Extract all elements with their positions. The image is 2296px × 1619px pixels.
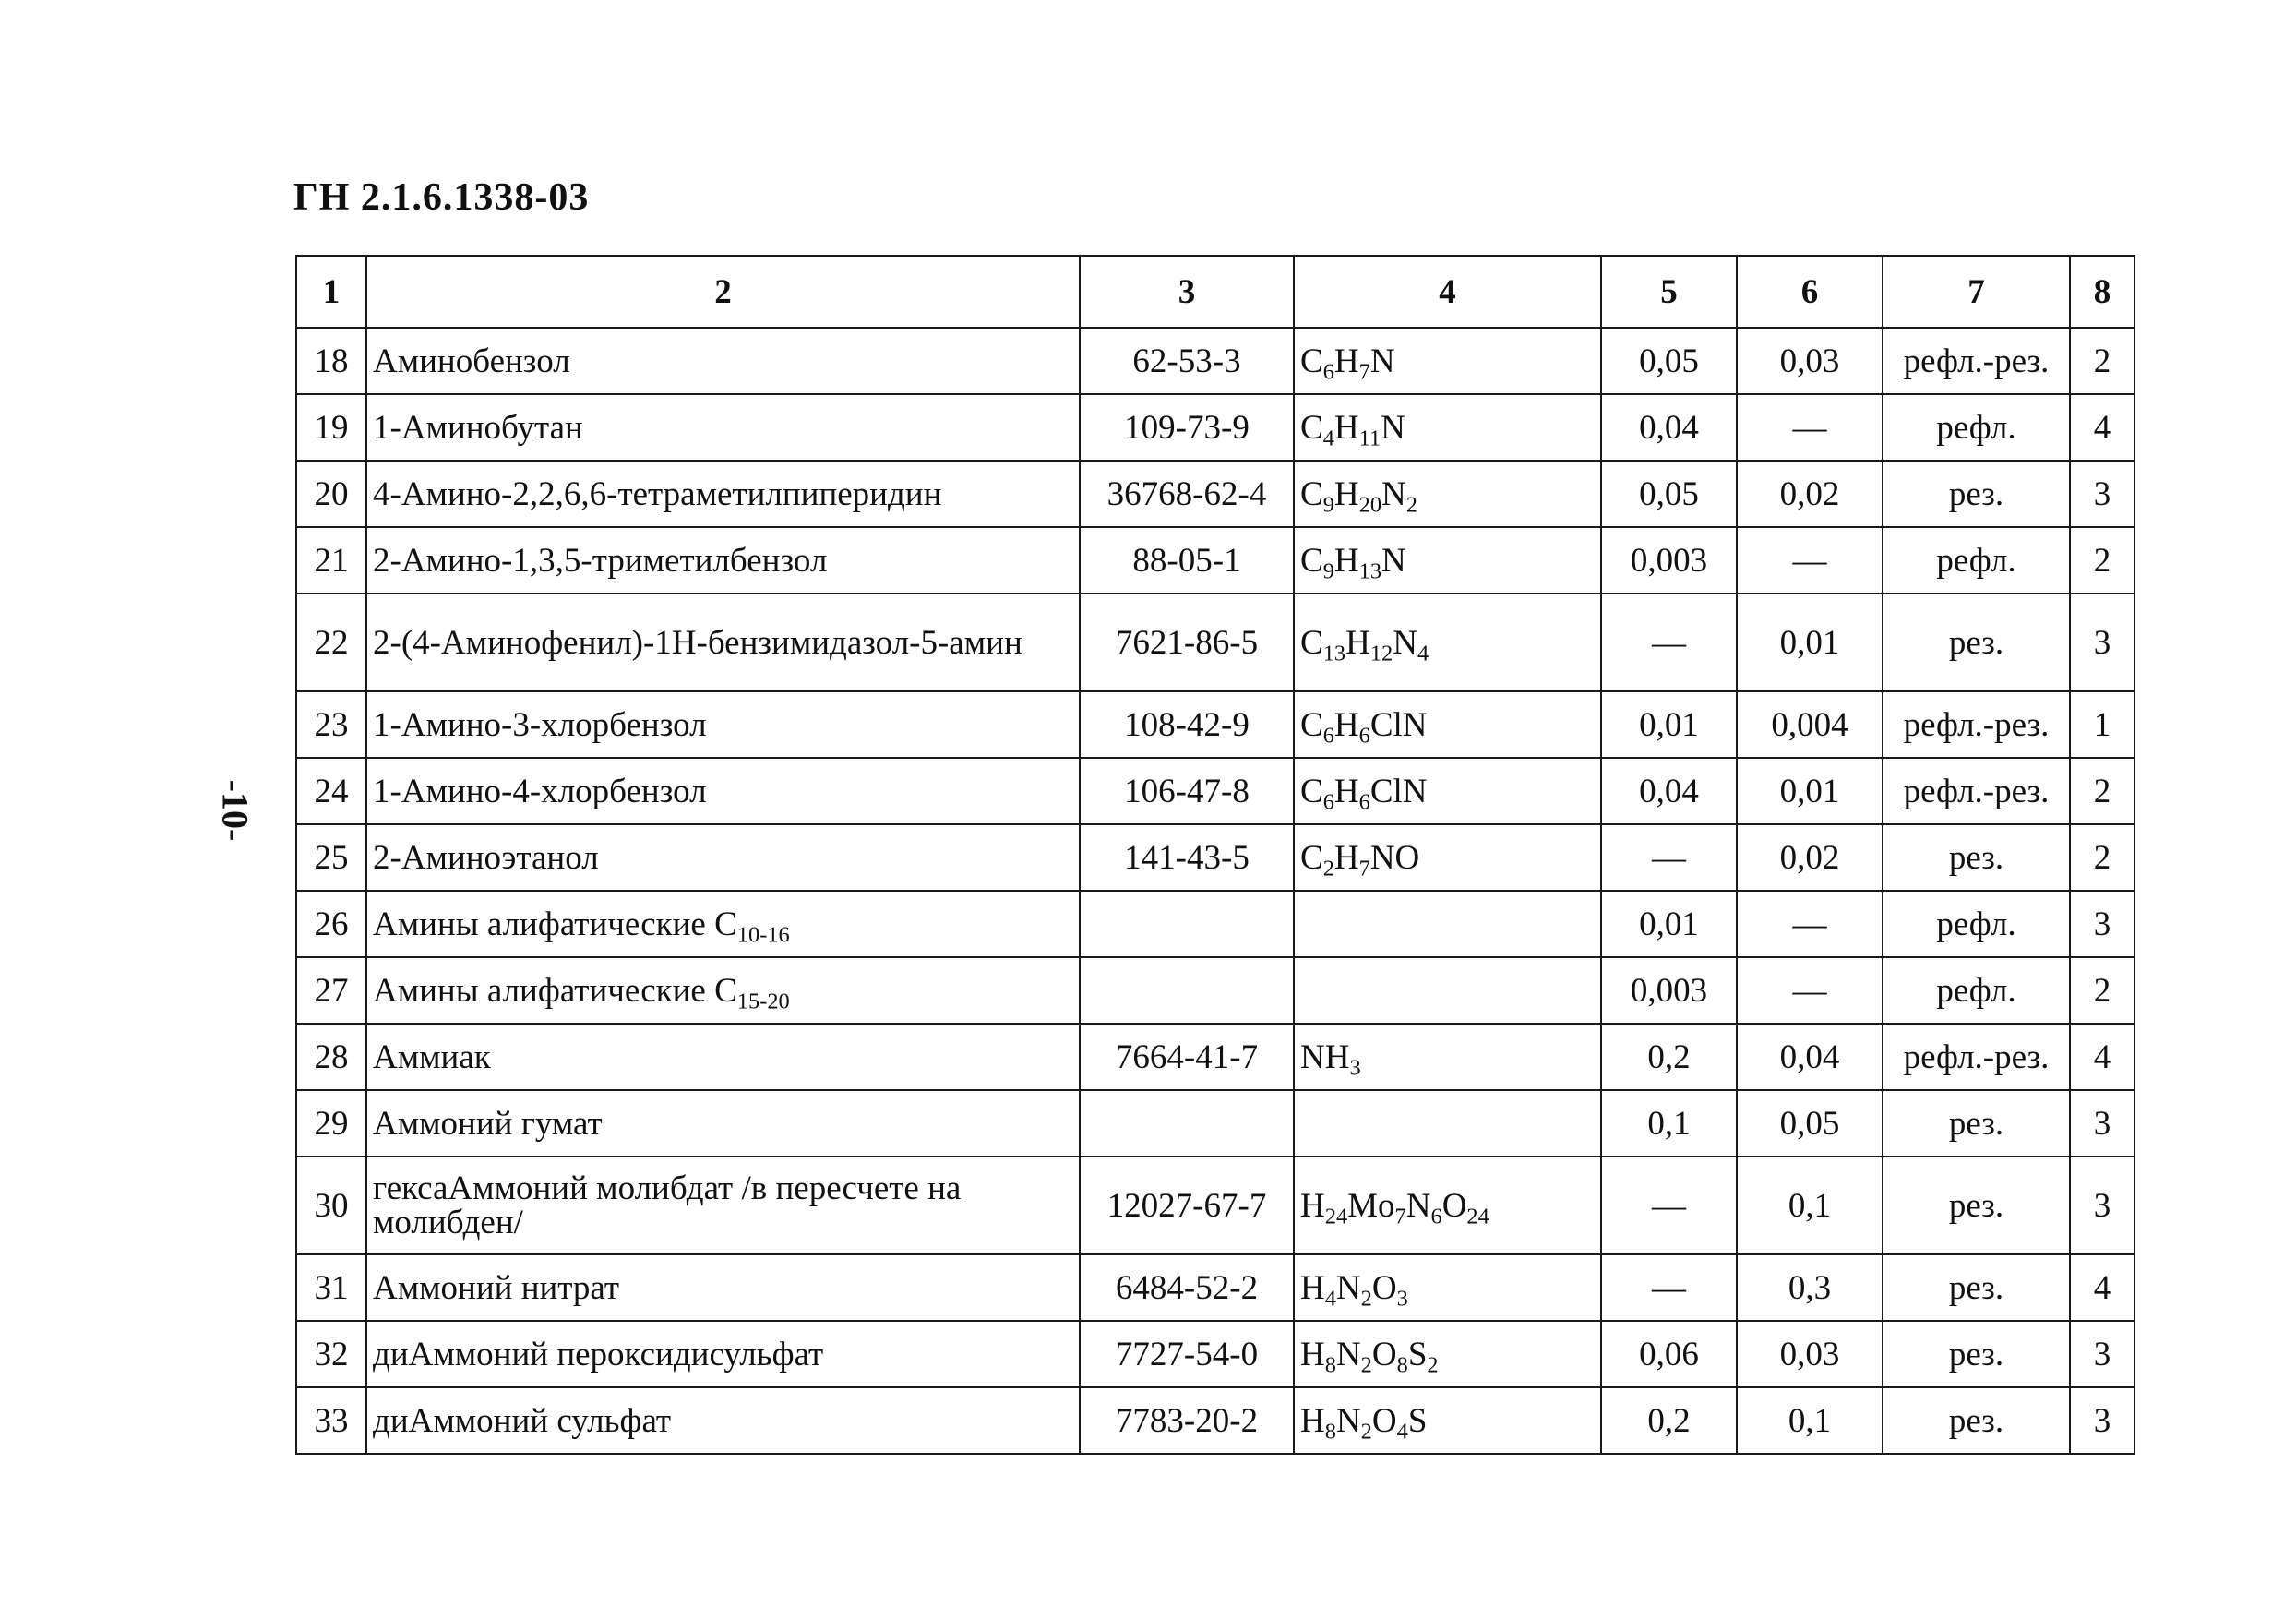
row-number: 32 bbox=[296, 1321, 366, 1387]
value-col6: 0,03 bbox=[1737, 328, 1883, 394]
value-col8: 3 bbox=[2070, 461, 2135, 527]
cas-number bbox=[1080, 891, 1294, 957]
value-col8: 3 bbox=[2070, 891, 2135, 957]
row-number: 33 bbox=[296, 1387, 366, 1454]
value-col5: — bbox=[1601, 1254, 1737, 1321]
value-col5: — bbox=[1601, 1157, 1737, 1254]
value-col6: 0,1 bbox=[1737, 1157, 1883, 1254]
row-number: 29 bbox=[296, 1090, 366, 1157]
value-col5: 0,01 bbox=[1601, 891, 1737, 957]
document-code: ГН 2.1.6.1338-03 bbox=[293, 176, 590, 219]
value-col8: 3 bbox=[2070, 1157, 2135, 1254]
value-col6: — bbox=[1737, 527, 1883, 594]
value-col6: — bbox=[1737, 891, 1883, 957]
substance-name: Амины алифатические $C_{10-16}$ bbox=[366, 891, 1080, 957]
column-header-8: 8 bbox=[2070, 256, 2135, 328]
cas-number: 88-05-1 bbox=[1080, 527, 1294, 594]
value-col7: рефл. bbox=[1883, 527, 2070, 594]
chemical-formula: $C_6H_6ClN$ bbox=[1294, 758, 1601, 824]
substance-name: диАммоний пероксидисульфат bbox=[366, 1321, 1080, 1387]
row-number: 25 bbox=[296, 824, 366, 891]
column-header-3: 3 bbox=[1080, 256, 1294, 328]
cas-number: 141-43-5 bbox=[1080, 824, 1294, 891]
value-col8: 2 bbox=[2070, 758, 2135, 824]
chemical-formula: $C_9H_{13}N$ bbox=[1294, 527, 1601, 594]
value-col8: 4 bbox=[2070, 1254, 2135, 1321]
value-col8: 4 bbox=[2070, 1024, 2135, 1090]
value-col6: 0,02 bbox=[1737, 461, 1883, 527]
value-col7: рез. bbox=[1883, 1254, 2070, 1321]
table-row bbox=[296, 891, 2135, 957]
table-row bbox=[296, 824, 2135, 891]
cas-number: 36768-62-4 bbox=[1080, 461, 1294, 527]
substances-table bbox=[295, 255, 2135, 1455]
chemical-formula: $H_8N_2O_4S$ bbox=[1294, 1387, 1601, 1454]
value-col7: рефл. bbox=[1883, 957, 2070, 1024]
value-col8: 1 bbox=[2070, 691, 2135, 758]
column-header-2: 2 bbox=[366, 256, 1080, 328]
chemical-formula: $NH_3$ bbox=[1294, 1024, 1601, 1090]
substance-name: Аммоний гумат bbox=[366, 1090, 1080, 1157]
row-number: 31 bbox=[296, 1254, 366, 1321]
substance-name: 4-Амино-2,2,6,6-тетраметилпиперидин bbox=[366, 461, 1080, 527]
column-header-1: 1 bbox=[296, 256, 366, 328]
table-row bbox=[296, 594, 2135, 691]
table-row bbox=[296, 758, 2135, 824]
value-col5: — bbox=[1601, 824, 1737, 891]
value-col5: 0,2 bbox=[1601, 1387, 1737, 1454]
value-col5: 0,2 bbox=[1601, 1024, 1737, 1090]
value-col5: 0,05 bbox=[1601, 461, 1737, 527]
table-row bbox=[296, 1254, 2135, 1321]
substance-name: Аммоний нитрат bbox=[366, 1254, 1080, 1321]
value-col5: 0,003 bbox=[1601, 527, 1737, 594]
table-row bbox=[296, 461, 2135, 527]
cas-number: 109-73-9 bbox=[1080, 394, 1294, 461]
column-header-7: 7 bbox=[1883, 256, 2070, 328]
substance-name: 1-Аминобутан bbox=[366, 394, 1080, 461]
table-row bbox=[296, 691, 2135, 758]
chemical-formula bbox=[1294, 1090, 1601, 1157]
table-row bbox=[296, 1157, 2135, 1254]
value-col8: 3 bbox=[2070, 1321, 2135, 1387]
substance-name: 1-Амино-3-хлорбензол bbox=[366, 691, 1080, 758]
substance-name: диАммоний сульфат bbox=[366, 1387, 1080, 1454]
value-col5: — bbox=[1601, 594, 1737, 691]
row-number: 20 bbox=[296, 461, 366, 527]
cas-number: 108-42-9 bbox=[1080, 691, 1294, 758]
value-col8: 2 bbox=[2070, 957, 2135, 1024]
chemical-formula: $C_2H_7NO$ bbox=[1294, 824, 1601, 891]
value-col7: рефл.-рез. bbox=[1883, 328, 2070, 394]
value-col6: 0,3 bbox=[1737, 1254, 1883, 1321]
row-number: 28 bbox=[296, 1024, 366, 1090]
table-row bbox=[296, 394, 2135, 461]
row-number: 23 bbox=[296, 691, 366, 758]
cas-number: 7783-20-2 bbox=[1080, 1387, 1294, 1454]
value-col7: рез. bbox=[1883, 1157, 2070, 1254]
chemical-formula: $C_6H_6ClN$ bbox=[1294, 691, 1601, 758]
value-col5: 0,05 bbox=[1601, 328, 1737, 394]
value-col8: 3 bbox=[2070, 1387, 2135, 1454]
value-col6: — bbox=[1737, 957, 1883, 1024]
value-col8: 2 bbox=[2070, 328, 2135, 394]
cas-number: 62-53-3 bbox=[1080, 328, 1294, 394]
value-col7: рез. bbox=[1883, 1387, 2070, 1454]
row-number: 19 bbox=[296, 394, 366, 461]
chemical-formula: $C_9H_{20}N_2$ bbox=[1294, 461, 1601, 527]
page-number-text: -10- bbox=[214, 779, 257, 842]
cas-number bbox=[1080, 957, 1294, 1024]
substance-name: гексаАммоний молибдат /в пересчете на молибден/ bbox=[366, 1157, 1080, 1254]
row-number: 30 bbox=[296, 1157, 366, 1254]
chemical-formula: $H_{24}Mo_7N_6O_{24}$ bbox=[1294, 1157, 1601, 1254]
value-col5: 0,003 bbox=[1601, 957, 1737, 1024]
table-row bbox=[296, 1024, 2135, 1090]
substance-name: Аминобензол bbox=[366, 328, 1080, 394]
value-col6: 0,004 bbox=[1737, 691, 1883, 758]
value-col7: рез. bbox=[1883, 1321, 2070, 1387]
substance-name: 2-(4-Аминофенил)-1Н-бензимидазол-5-амин bbox=[366, 594, 1080, 691]
value-col8: 3 bbox=[2070, 594, 2135, 691]
row-number: 27 bbox=[296, 957, 366, 1024]
substance-name: Аммиак bbox=[366, 1024, 1080, 1090]
chemical-formula: $C_4H_{11}N$ bbox=[1294, 394, 1601, 461]
row-number: 24 bbox=[296, 758, 366, 824]
table-body bbox=[296, 328, 2135, 1454]
column-header-5: 5 bbox=[1601, 256, 1737, 328]
table-row bbox=[296, 957, 2135, 1024]
chemical-formula: $C_{13}H_{12}N_4$ bbox=[1294, 594, 1601, 691]
column-header-4: 4 bbox=[1294, 256, 1601, 328]
value-col7: рез. bbox=[1883, 461, 2070, 527]
value-col7: рефл. bbox=[1883, 891, 2070, 957]
table-row bbox=[296, 527, 2135, 594]
substance-name: 2-Аминоэтанол bbox=[366, 824, 1080, 891]
chemical-formula bbox=[1294, 891, 1601, 957]
value-col7: рез. bbox=[1883, 1090, 2070, 1157]
substance-name: 2-Амино-1,3,5-триметилбензол bbox=[366, 527, 1080, 594]
row-number: 22 bbox=[296, 594, 366, 691]
cas-number: 106-47-8 bbox=[1080, 758, 1294, 824]
value-col5: 0,04 bbox=[1601, 758, 1737, 824]
value-col7: рефл.-рез. bbox=[1883, 691, 2070, 758]
table-row bbox=[296, 1321, 2135, 1387]
header-row bbox=[296, 256, 2135, 328]
cas-number: 7727-54-0 bbox=[1080, 1321, 1294, 1387]
value-col7: рез. bbox=[1883, 824, 2070, 891]
value-col8: 2 bbox=[2070, 824, 2135, 891]
value-col7: рефл.-рез. bbox=[1883, 1024, 2070, 1090]
value-col6: 0,01 bbox=[1737, 594, 1883, 691]
cas-number: 7664-41-7 bbox=[1080, 1024, 1294, 1090]
chemical-formula: $H_8N_2O_8S_2$ bbox=[1294, 1321, 1601, 1387]
value-col6: 0,03 bbox=[1737, 1321, 1883, 1387]
value-col6: 0,01 bbox=[1737, 758, 1883, 824]
chemical-formula bbox=[1294, 957, 1601, 1024]
chemical-formula: $C_6H_7N$ bbox=[1294, 328, 1601, 394]
cas-number: 7621-86-5 bbox=[1080, 594, 1294, 691]
value-col8: 4 bbox=[2070, 394, 2135, 461]
column-header-6: 6 bbox=[1737, 256, 1883, 328]
cas-number: 6484-52-2 bbox=[1080, 1254, 1294, 1321]
row-number: 18 bbox=[296, 328, 366, 394]
value-col7: рефл. bbox=[1883, 394, 2070, 461]
value-col6: 0,1 bbox=[1737, 1387, 1883, 1454]
table-row bbox=[296, 328, 2135, 394]
cas-number: 12027-67-7 bbox=[1080, 1157, 1294, 1254]
value-col7: рез. bbox=[1883, 594, 2070, 691]
value-col5: 0,01 bbox=[1601, 691, 1737, 758]
row-number: 26 bbox=[296, 891, 366, 957]
row-number: 21 bbox=[296, 527, 366, 594]
value-col7: рефл.-рез. bbox=[1883, 758, 2070, 824]
value-col5: 0,06 bbox=[1601, 1321, 1737, 1387]
table-row bbox=[296, 1090, 2135, 1157]
cas-number bbox=[1080, 1090, 1294, 1157]
substance-name: Амины алифатические $C_{15-20}$ bbox=[366, 957, 1080, 1024]
substance-name: 1-Амино-4-хлорбензол bbox=[366, 758, 1080, 824]
value-col6: — bbox=[1737, 394, 1883, 461]
value-col8: 2 bbox=[2070, 527, 2135, 594]
value-col8: 3 bbox=[2070, 1090, 2135, 1157]
value-col5: 0,1 bbox=[1601, 1090, 1737, 1157]
value-col6: 0,02 bbox=[1737, 824, 1883, 891]
chemical-formula: $H_4N_2O_3$ bbox=[1294, 1254, 1601, 1321]
value-col6: 0,05 bbox=[1737, 1090, 1883, 1157]
value-col5: 0,04 bbox=[1601, 394, 1737, 461]
table-row bbox=[296, 1387, 2135, 1454]
value-col6: 0,04 bbox=[1737, 1024, 1883, 1090]
